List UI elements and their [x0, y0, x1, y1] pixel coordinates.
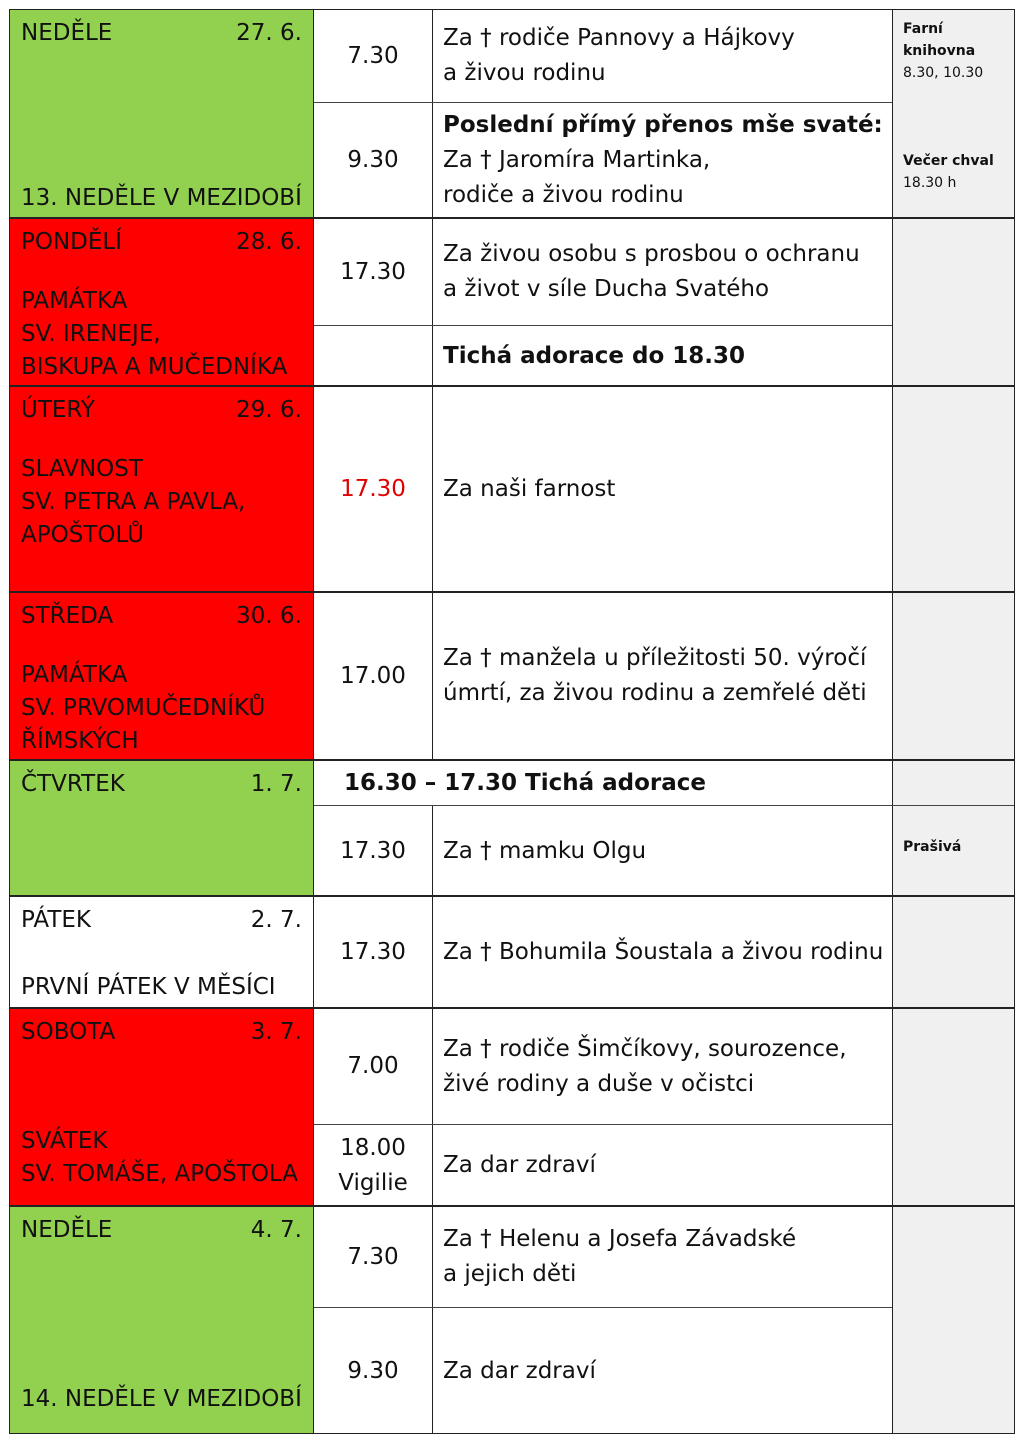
side-note-label: Prašivá	[903, 839, 962, 855]
day-date: 3. 7.	[250, 1019, 302, 1045]
day-block-monday	[9, 218, 1015, 386]
adoration-note: 16.30 – 17.30 Tichá adorace	[344, 770, 707, 796]
day-header	[10, 387, 314, 591]
day-note: PRVNÍ PÁTEK V MĚSÍCI	[21, 974, 276, 1000]
day-name: ÚTERÝ	[21, 397, 95, 423]
day-name: PÁTEK	[21, 907, 92, 933]
day-note: SLAVNOST SV. PETRA A PAVLA, APOŠTOLŮ	[21, 456, 246, 548]
mass-intention: Za † manžela u příležitosti 50. výročí úmrtí, za živou rodinu a zemřelé děti	[443, 645, 867, 706]
adoration-note: Tichá adorace do 18.30	[443, 342, 746, 369]
side-note-value: 8.30, 10.30	[903, 65, 984, 81]
day-block-saturday	[9, 1008, 1015, 1206]
mass-time: 17.30	[314, 387, 433, 591]
mass-intention-group	[432, 103, 893, 218]
mass-row	[314, 102, 893, 218]
mass-time: 17.30	[314, 897, 433, 1007]
mass-intention: Za naši farnost	[443, 475, 616, 502]
mass-row	[314, 1124, 893, 1206]
side-notes-top	[892, 761, 1014, 805]
mass-row	[314, 10, 893, 102]
day-header	[10, 761, 314, 895]
mass-time: 18.00 Vigilie	[314, 1125, 433, 1206]
side-notes	[892, 805, 1014, 895]
mass-intention: Za † Bohumila Šoustala a živou rodinu	[443, 938, 884, 965]
mass-time: 17.30	[314, 219, 433, 325]
mass-time: 7.30	[314, 1207, 433, 1307]
day-date: 4. 7.	[250, 1217, 302, 1243]
side-notes	[892, 219, 1014, 385]
side-note-value: 18.30 h	[903, 175, 957, 191]
day-note: PAMÁTKA SV. IRENEJE, BISKUPA A MUČEDNÍKA	[21, 288, 288, 380]
mass-row	[314, 805, 893, 896]
side-notes	[892, 10, 1014, 217]
mass-intention: Za † mamku Olgu	[443, 837, 647, 864]
side-notes	[892, 593, 1014, 759]
mass-intention: Za † Jaromíra Martinka, rodiče a živou rodinu	[443, 147, 711, 208]
day-date: 27. 6.	[236, 20, 302, 46]
mass-time: 7.30	[314, 10, 433, 102]
day-date: 29. 6.	[236, 397, 302, 423]
day-header	[10, 593, 314, 759]
day-date: 30. 6.	[236, 603, 302, 629]
mass-intention: Za dar zdraví	[443, 1357, 596, 1384]
day-note: SVÁTEK SV. TOMÁŠE, APOŠTOLA	[21, 1128, 299, 1187]
day-block-friday	[9, 896, 1015, 1008]
day-name: NEDĚLE	[21, 20, 113, 46]
mass-intention: Za živou osobu s prosbou o ochranu a život v síle Ducha Svatého	[443, 241, 860, 302]
day-header	[10, 897, 314, 1007]
side-note-library	[903, 18, 983, 84]
day-note: 13. NEDĚLE V MEZIDOBÍ	[21, 185, 302, 211]
mass-intention: Za † Helenu a Josefa Závadské a jejich děti	[443, 1226, 797, 1287]
day-header	[10, 10, 314, 217]
broadcast-heading: Poslední přímý přenos mše svaté:	[443, 112, 883, 138]
day-header	[10, 1207, 314, 1433]
mass-row	[314, 325, 893, 386]
mass-row	[314, 593, 893, 759]
mass-row	[314, 219, 893, 325]
mass-row	[314, 387, 893, 591]
day-block-sunday-4	[9, 1206, 1015, 1434]
day-block-wednesday	[9, 592, 1015, 760]
day-header	[10, 1009, 314, 1205]
day-date: 1. 7.	[250, 771, 302, 797]
side-notes	[892, 387, 1014, 591]
mass-row	[314, 1207, 893, 1307]
adoration-row	[314, 761, 893, 805]
day-note: 14. NEDĚLE V MEZIDOBÍ	[21, 1386, 302, 1412]
mass-intention: Za † rodiče Šimčíkovy, sourozence, živé rodiny a duše v očistci	[443, 1035, 847, 1097]
day-name: STŘEDA	[21, 603, 114, 629]
mass-time: 9.30	[314, 103, 433, 218]
day-header	[10, 219, 314, 385]
day-name: NEDĚLE	[21, 1217, 113, 1243]
side-notes	[892, 897, 1014, 1007]
day-date: 2. 7.	[250, 907, 302, 933]
mass-row	[314, 897, 893, 1007]
mass-time	[314, 326, 433, 386]
mass-row	[314, 1009, 893, 1124]
side-note-label: Večer chval	[903, 153, 994, 169]
day-name: PONDĚLÍ	[21, 229, 123, 255]
day-block-tuesday	[9, 386, 1015, 592]
side-notes	[892, 1207, 1014, 1433]
mass-time: 7.00	[314, 1009, 433, 1124]
side-note-praise	[903, 150, 994, 194]
side-note-location	[903, 836, 961, 858]
mass-intention: Za † rodiče Pannovy a Hájkovy a živou rodinu	[443, 25, 795, 86]
day-note: PAMÁTKA SV. PRVOMUČEDNÍKŮ ŘÍMSKÝCH	[21, 662, 266, 754]
side-note-label: Farní knihovna	[903, 21, 976, 59]
mass-intention: Za dar zdraví	[443, 1152, 596, 1178]
day-block-sunday-27	[9, 9, 1015, 218]
day-name: ČTVRTEK	[21, 771, 125, 797]
mass-time: 17.30	[314, 806, 433, 896]
day-block-thursday	[9, 760, 1015, 896]
mass-row	[314, 1307, 893, 1434]
day-date: 28. 6.	[236, 229, 302, 255]
day-name: SOBOTA	[21, 1019, 116, 1045]
mass-time: 9.30	[314, 1308, 433, 1434]
mass-time: 17.00	[314, 593, 433, 759]
side-notes	[892, 1009, 1014, 1205]
